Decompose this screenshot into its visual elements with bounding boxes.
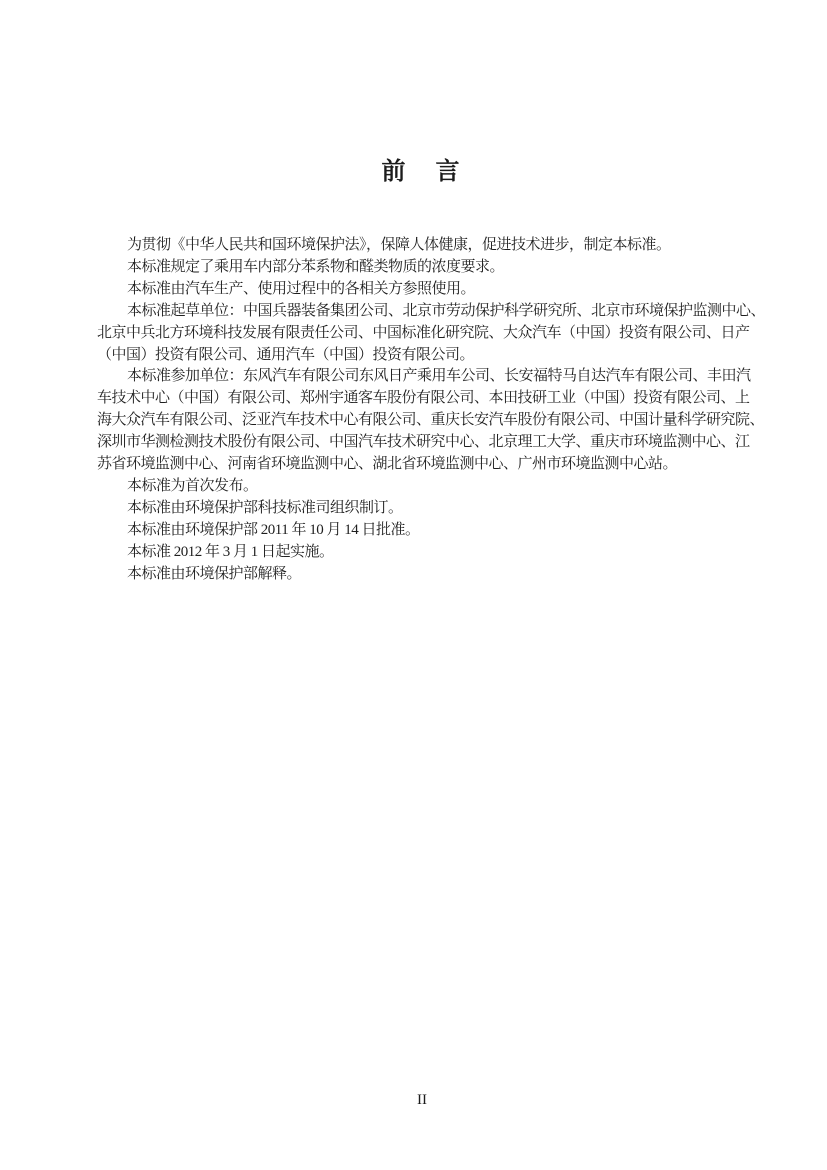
text-line: 本标准由汽车生产、使用过程中的各相关方参照使用。 [127,280,476,297]
text-line: 北京中兵北方环境科技发展有限责任公司、中国标准化研究院、大众汽车（中国）投资有限公司、日产 [97,324,750,341]
text-line: 本标准由环境保护部科技标准司组织制订。 [127,499,403,516]
page-number: II [417,1092,427,1108]
text-line: 本标准由环境保护部 2011 年 10 月 14 日批准。 [127,521,420,538]
text-line: 本标准为首次发布。 [127,477,258,494]
text-line: 车技术中心（中国）有限公司、郑州宇通客车股份有限公司、本田技研工业（中国）投资有限公司、上 [97,390,750,407]
text-line: 本标准起草单位：中国兵器装备集团公司、北京市劳动保护科学研究所、北京市环境保护监测中心、 [127,302,766,319]
text-line: 本标准由环境保护部解释。 [127,565,302,582]
text-line: 苏省环境监测中心、河南省环境监测中心、湖北省环境监测中心、广州市环境监测中心站。 [97,456,678,473]
text-line: 为贯彻《中华人民共和国环境保护法》，保障人体健康，促进技术进步，制定本标准。 [127,237,671,253]
foreword-body [97,235,766,586]
text-line: 海大众汽车有限公司、泛亚汽车技术中心有限公司、重庆长安汽车股份有限公司、中国计量科学研究院、 [97,412,765,429]
text-line: 深圳市华测检测技术股份有限公司、中国汽车技术研究中心、北京理工大学、重庆市环境监测中心、江 [97,434,750,451]
text-line: 本标准 2012 年 3 月 1 日起实施。 [127,543,334,560]
text-line: 本标准规定了乘用车内部分苯系物和醛类物质的浓度要求。 [127,258,505,275]
page-title: 前 言 [381,158,463,185]
text-line: 本标准参加单位：东风汽车有限公司东风日产乘用车公司、长安福特马自达汽车有限公司、丰田汽 [127,368,751,385]
text-line: （中国）投资有限公司、通用汽车（中国）投资有限公司。 [97,346,475,363]
